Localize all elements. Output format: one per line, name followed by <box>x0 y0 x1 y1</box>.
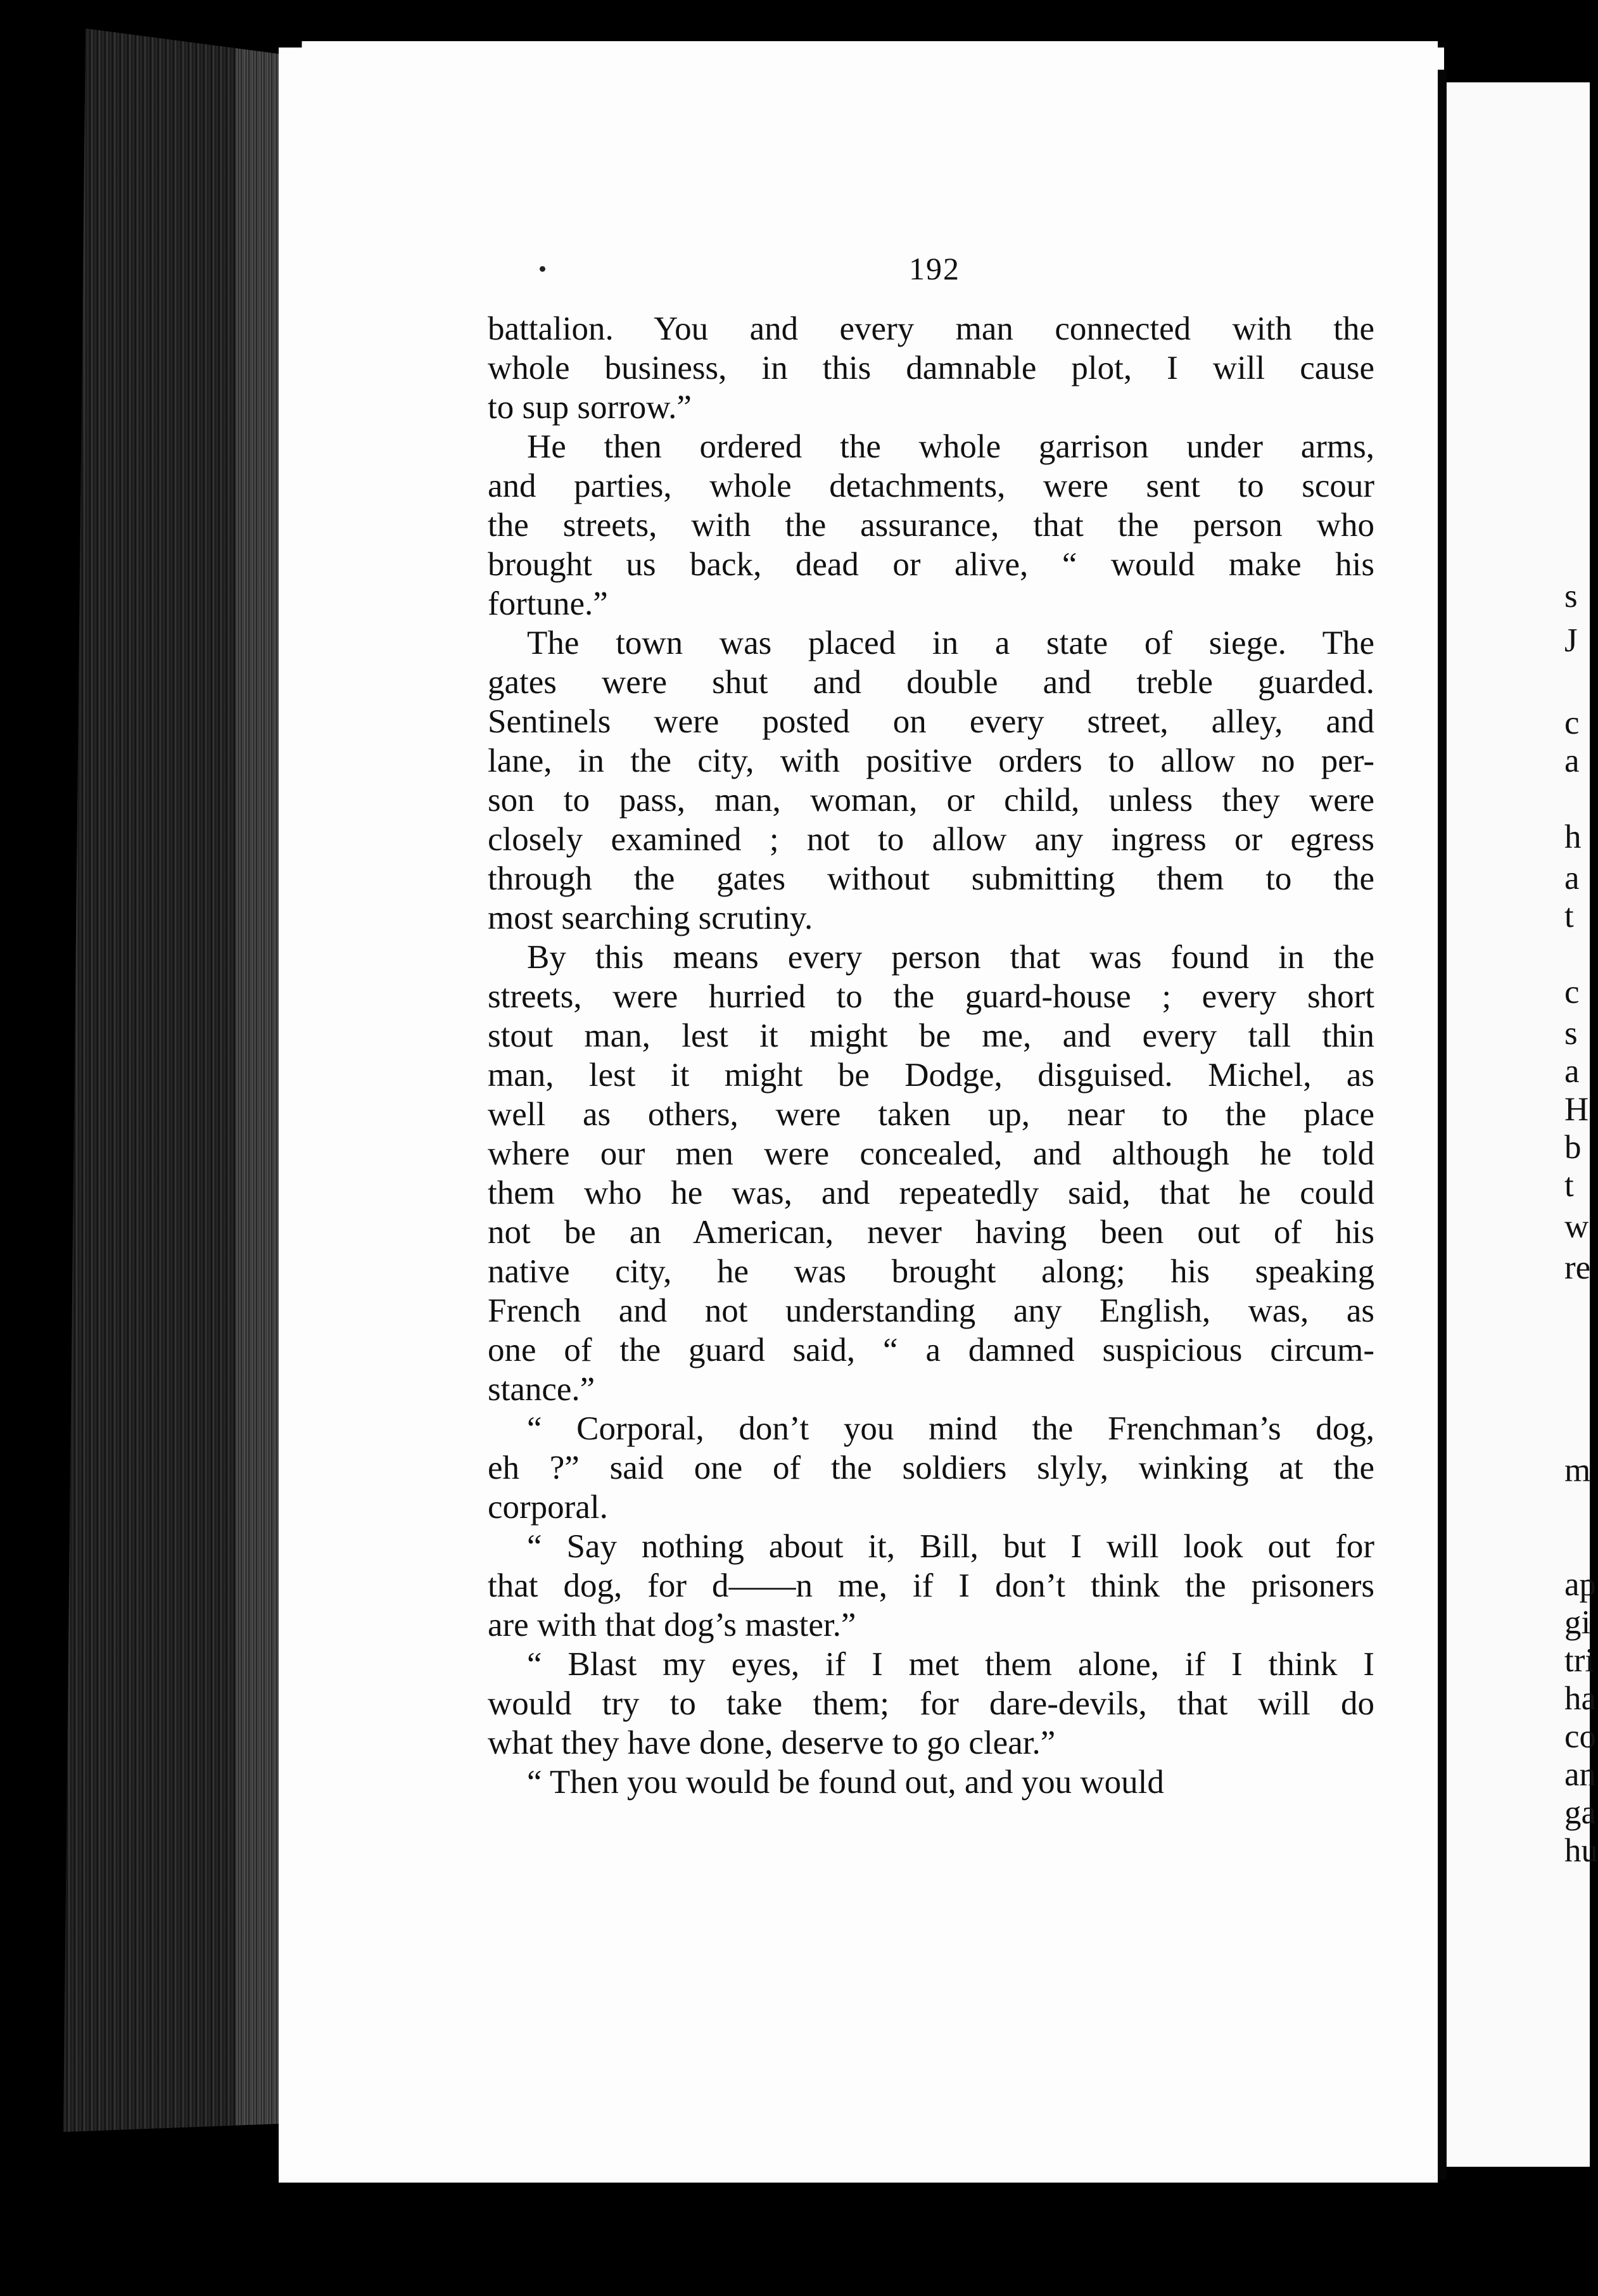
text-line: gates were shut and double and treble guarded. <box>488 664 1374 701</box>
body-text <box>488 309 1374 1802</box>
text-line: that dog, for d——n me, if I don’t think the prisoners <box>488 1567 1374 1604</box>
facing-page-fragment: a <box>1564 860 1580 896</box>
text-line: lane, in the city, with positive orders to allow no per- <box>488 743 1374 779</box>
text-line: He then ordered the whole garrison under arms, <box>527 428 1374 465</box>
text-line: By this means every person that was found in the <box>527 939 1374 976</box>
facing-page-fragment: ha <box>1564 1680 1597 1717</box>
text-line: “ Corporal, don’t you mind the Frenchman’s dog, <box>527 1410 1374 1447</box>
facing-page-fragment: c <box>1564 705 1580 741</box>
text-line: through the gates without submitting them to the <box>488 860 1374 897</box>
facing-page-fragment: J <box>1564 622 1578 659</box>
text-line: one of the guard said, “ a damned suspicious circum- <box>488 1332 1374 1368</box>
text-line: would try to take them; for dare-devils, that will do <box>488 1685 1374 1722</box>
text-line: not be an American, never having been out of his <box>488 1214 1374 1251</box>
facing-page-fragment: co <box>1564 1718 1597 1755</box>
facing-page-fragment: t <box>1564 898 1574 934</box>
facing-page-fragment: ap <box>1564 1566 1597 1603</box>
text-line: native city, he was brought along; his speaking <box>488 1253 1374 1290</box>
text-line: are with that dog’s master.” <box>488 1607 856 1643</box>
facing-page-fragment: h <box>1564 819 1582 855</box>
text-line: eh ?” said one of the soldiers slyly, winking at the <box>488 1450 1374 1486</box>
paragraph <box>488 623 1374 938</box>
text-line: stance.” <box>488 1371 595 1408</box>
facing-page-fragment: a <box>1564 743 1580 779</box>
text-line: fortune.” <box>488 585 608 622</box>
facing-page-fragment: s <box>1564 578 1578 615</box>
text-line: to sup sorrow.” <box>488 389 692 426</box>
paragraph <box>488 1645 1374 1763</box>
facing-page-fragment: m <box>1564 1452 1591 1489</box>
facing-page-fragment: tri <box>1564 1642 1595 1679</box>
text-line: them who he was, and repeatedly said, that he could <box>488 1175 1374 1211</box>
paragraph <box>488 1763 1374 1802</box>
text-line: and parties, whole detachments, were sent to scour <box>488 468 1374 504</box>
paragraph <box>488 1409 1374 1527</box>
text-line: Sentinels were posted on every street, alley, and <box>488 703 1374 740</box>
text-line: French and not understanding any English, was, as <box>488 1292 1374 1329</box>
text-line: man, lest it might be Dodge, disguised. Michel, as <box>488 1057 1374 1094</box>
facing-page-fragment: b <box>1564 1129 1582 1166</box>
text-line: what they have done, deserve to go clear.” <box>488 1725 1056 1761</box>
text-line: “ Blast my eyes, if I met them alone, if I think I <box>527 1646 1374 1683</box>
text-line: The town was placed in a state of siege. The <box>527 625 1374 661</box>
text-line: corporal. <box>488 1489 608 1526</box>
text-line: well as others, were taken up, near to the place <box>488 1096 1374 1133</box>
paragraph <box>488 309 1374 427</box>
text-line: streets, were hurried to the guard-house ; every short <box>488 978 1374 1015</box>
facing-page-fragment: re <box>1564 1249 1591 1286</box>
facing-page-fragment: w <box>1564 1208 1589 1245</box>
facing-page-fragment: hu <box>1564 1832 1598 1869</box>
book-gutter <box>1438 70 1447 2179</box>
text-line: stout man, lest it might be me, and every tall thin <box>488 1017 1374 1054</box>
text-line: the streets, with the assurance, that the person who <box>488 507 1374 544</box>
text-line: most searching scrutiny. <box>488 900 813 936</box>
facing-page-fragment: an <box>1564 1756 1597 1793</box>
text-line: whole business, in this damnable plot, I will cause <box>488 350 1374 386</box>
facing-page-fragment: t <box>1564 1167 1574 1204</box>
facing-page-fragment: ga <box>1564 1794 1597 1831</box>
text-line: “ Then you would be found out, and you would <box>527 1764 1164 1801</box>
page-mark <box>540 266 545 272</box>
facing-page-fragment: c <box>1564 974 1580 1011</box>
paragraph <box>488 427 1374 623</box>
facing-page-fragment: a <box>1564 1053 1580 1090</box>
facing-page-fragment: gi <box>1564 1604 1591 1641</box>
facing-page-fragment: s <box>1564 1015 1578 1052</box>
paragraph <box>488 1527 1374 1645</box>
facing-page-fragment: H <box>1564 1091 1589 1128</box>
text-line: son to pass, man, woman, or child, unless they were <box>488 782 1374 819</box>
text-line: closely examined ; not to allow any ingress or egress <box>488 821 1374 858</box>
text-line: where our men were concealed, and although he told <box>488 1135 1374 1172</box>
paragraph <box>488 938 1374 1409</box>
page-number: 192 <box>909 251 960 286</box>
text-line: battalion. You and every man connected with the <box>488 310 1374 347</box>
text-line: brought us back, dead or alive, “ would make his <box>488 546 1374 583</box>
text-line: “ Say nothing about it, Bill, but I will look out for <box>527 1528 1374 1565</box>
